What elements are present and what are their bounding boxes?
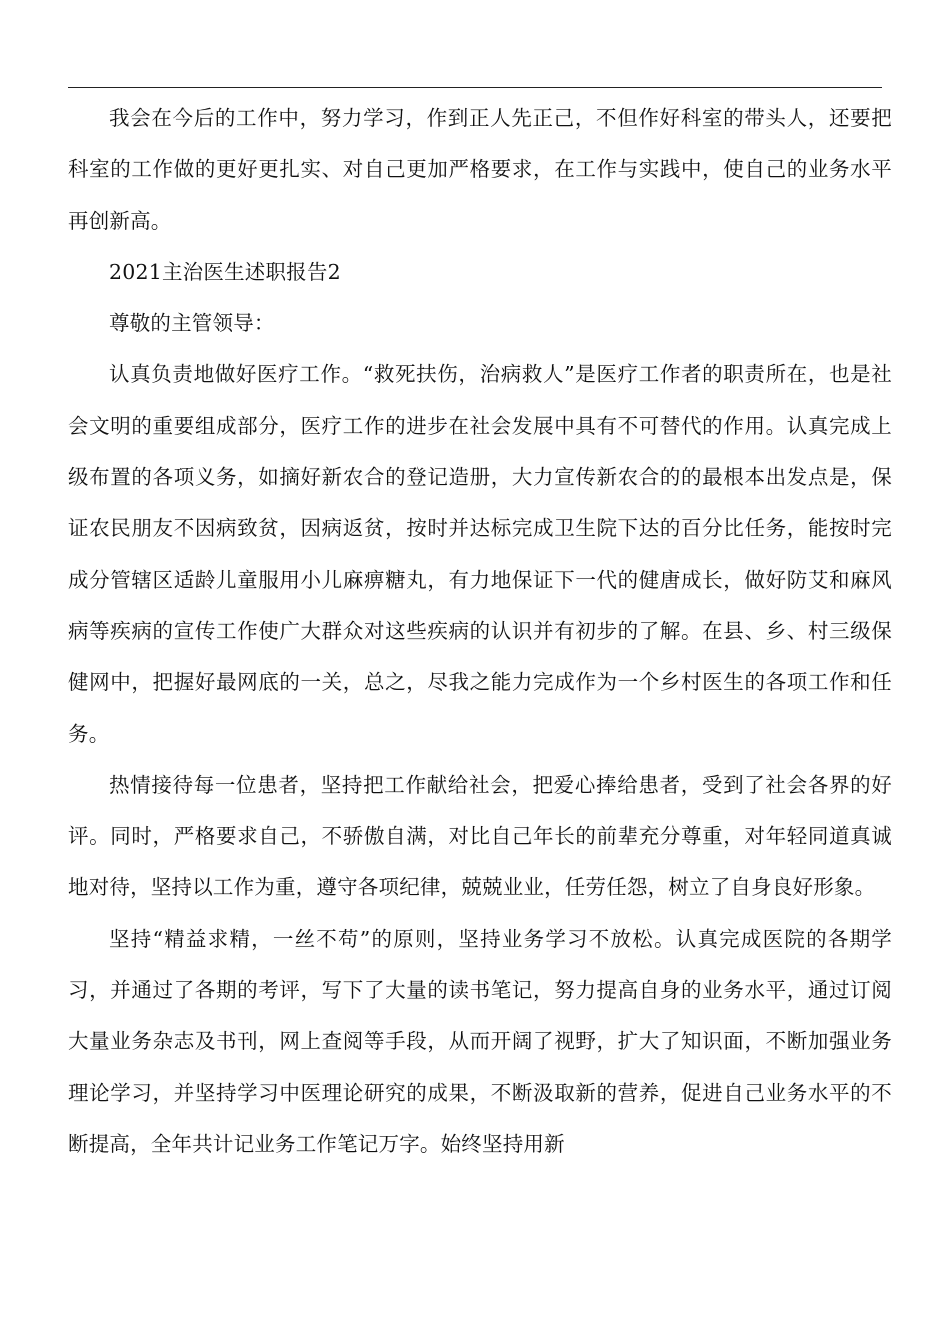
document-body — [68, 93, 892, 1170]
paragraph-study: 坚持“精益求精，一丝不苟”的原则，坚持业务学习不放松。认真完成医院的各期学习，并通过了各期的考评，写下了大量的读书笔记，努力提高自身的业务水平，通过订阅大量业务杂志及书刊，网上查阅等手段，从而开阔了视野，扩大了知识面，不断加强业务理论学习，并坚持学习中医理论研究的成果，不断汲取新的营养，促进自己业务水平的不断提高，全年共计记业务工作笔记万字。始终坚持用新 — [68, 926, 892, 1156]
salutation: 尊敬的主管领导： — [109, 311, 275, 336]
paragraph-patient-care: 热情接待每一位患者，坚持把工作献给社会，把爱心捧给患者，受到了社会各界的好评。同时，严格要求自己，不骄傲自满，对比自己年长的前辈充分尊重，对年轻同道真诚地对待，坚持以工作为重，遵守各项纪律，兢兢业业，任劳任怨，树立了自身良好形象。 — [68, 772, 892, 900]
paragraph-closing-remarks: 我会在今后的工作中，努力学习，作到正人先正己，不但作好科室的带头人，还要把科室的工作做的更好更扎实、对自己更加严格要求，在工作与实践中，使自己的业务水平再创新高。 — [68, 106, 892, 233]
report-title: 2021主治医生述职报告2 — [109, 259, 341, 284]
paragraph-medical-work: 认真负责地做好医疗工作。“救死扶伤，治病救人”是医疗工作者的职责所在，也是社会文明的重要组成部分，医疗工作的进步在社会发展中具有不可替代的作用。认真完成上级布置的各项义务，如摘好新农合的登记造册，大力宣传新农合的的最根本出发点是，保证农民朋友不因病致贫，因病返贫，按时并达标完成卫生院下达的百分比任务，能按时完成分管辖区适龄儿童服用小儿麻痹糖丸，有力地保证下一代的健唐成长，做好防艾和麻风病等疾病的宣传工作使广大群众对这些疾病的认识并有初步的了解。在县、乡、村三级保健网中，把握好最网底的一关，总之，尽我之能力完成作为一个乡村医生的各项工作和任务。 — [68, 362, 892, 746]
header-rule — [68, 87, 882, 88]
